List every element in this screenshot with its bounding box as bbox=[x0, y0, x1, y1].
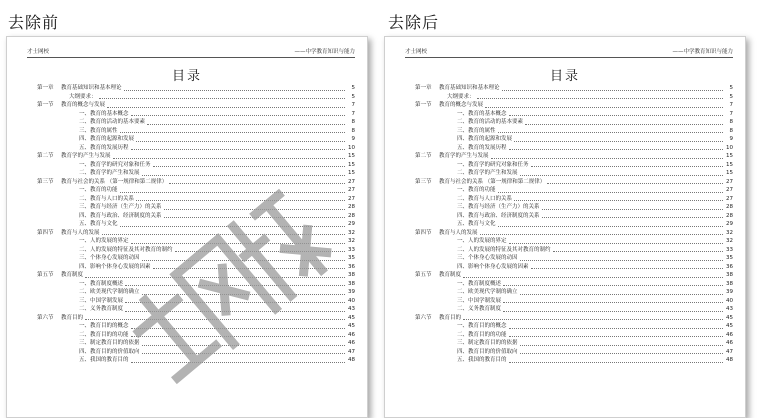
toc-entry-page: 9 bbox=[729, 136, 733, 142]
toc-entry bbox=[415, 135, 733, 144]
toc-entry bbox=[415, 84, 733, 93]
toc-entry-page: 47 bbox=[348, 348, 355, 355]
toc-entry-text: 三、教育与经济（生产力）的关系 bbox=[79, 204, 162, 210]
toc-entry bbox=[37, 297, 355, 306]
toc-entry-page: 40 bbox=[726, 297, 733, 304]
toc-entry-text: 三、制定教育目的的依据 bbox=[457, 340, 518, 346]
toc-leader-dots bbox=[175, 250, 345, 252]
toc-entry-number: 第三节 bbox=[37, 178, 54, 185]
toc-entry-page: 5 bbox=[729, 93, 733, 100]
toc-entry bbox=[415, 229, 733, 238]
toc-leader-dots bbox=[125, 284, 345, 286]
toc-entry-page: 32 bbox=[348, 229, 355, 236]
toc-entry-text: 二、教育与人口的关系 bbox=[79, 195, 135, 202]
toc-entry-text: 一、教育学的研究对象和任务 bbox=[79, 161, 151, 168]
toc-entry-text: 一、人的发展的界定 bbox=[457, 238, 507, 244]
toc-entry-text: 教育学的产生与发展 bbox=[61, 153, 111, 159]
toc-entry-page: 38 bbox=[726, 280, 733, 287]
toc-leader-dots bbox=[120, 225, 345, 227]
toc-entry bbox=[37, 339, 355, 348]
toc-entry-text: 三、个体身心发展的动因 bbox=[79, 255, 140, 261]
toc-entry bbox=[37, 144, 355, 153]
toc-leader-dots bbox=[514, 199, 723, 201]
toc-entry-text: 二、人的发展的特征及其对教育的制约 bbox=[457, 246, 551, 253]
toc-leader-dots bbox=[102, 233, 345, 235]
toc-leader-dots bbox=[520, 174, 723, 176]
toc-entry bbox=[37, 195, 355, 204]
toc-entry-page: 5 bbox=[351, 85, 355, 91]
toc-entry-text: 四、教育与政治、经济制度的关系 bbox=[457, 212, 540, 219]
toc-entry-text: 三、中国学制发展 bbox=[79, 297, 124, 304]
toc-leader-dots bbox=[107, 106, 345, 108]
toc-entry-text: 教育基础知识和基本理论 bbox=[439, 85, 500, 91]
toc-entry-text: 一、教育的功能 bbox=[457, 187, 496, 193]
toc-entry bbox=[37, 101, 355, 110]
toc-entry-number: 第一章 bbox=[37, 85, 54, 91]
toc-entry bbox=[415, 356, 733, 365]
toc-entry-page: 47 bbox=[726, 348, 733, 355]
toc-leader-dots bbox=[142, 344, 345, 346]
toc-entry-text: 二、教育与人口的关系 bbox=[457, 195, 513, 202]
toc-entry-text: 四、影响个体身心发展的因素 bbox=[79, 263, 151, 270]
toc-entry-page: 8 bbox=[351, 119, 355, 125]
toc-entry-text: 一、教育的基本概念 bbox=[79, 110, 129, 117]
toc-entry-page: 33 bbox=[726, 246, 733, 253]
toc-entry-text: 二、欧美现代学制的确立 bbox=[457, 289, 518, 295]
toc-leader-dots bbox=[520, 352, 723, 354]
toc-entry-page: 10 bbox=[348, 144, 355, 151]
toc-entry bbox=[415, 314, 733, 323]
toc-entry-page: 28 bbox=[348, 212, 355, 219]
toc-entry-text: 一、教育目的的概念 bbox=[79, 323, 129, 329]
toc-entry bbox=[415, 152, 733, 161]
toc-leader-dots bbox=[520, 293, 723, 295]
header-subject: ——中学教育知识与能力 bbox=[294, 49, 355, 55]
toc-leader-dots bbox=[509, 242, 723, 244]
toc-entry bbox=[37, 246, 355, 255]
toc-leader-dots bbox=[525, 123, 723, 125]
toc-entry bbox=[415, 127, 733, 136]
toc-entry-page: 48 bbox=[348, 357, 355, 363]
toc-entry-page: 15 bbox=[348, 170, 355, 176]
toc-entry-page: 32 bbox=[348, 238, 355, 244]
toc-entry-text: 教育的概念与发展 bbox=[439, 102, 484, 108]
document-page-after bbox=[384, 36, 746, 418]
toc-leader-dots bbox=[498, 191, 723, 193]
toc-entry-text: 二、教育目的的功能 bbox=[79, 331, 129, 338]
toc-entry bbox=[415, 246, 733, 255]
toc-entry-text: 教育基础知识和基本理论 bbox=[61, 85, 122, 91]
toc-leader-dots bbox=[99, 97, 345, 99]
toc-leader-dots bbox=[85, 318, 345, 320]
toc-entry-text: 教育与社会的关系 （第一规律和第二规律） bbox=[61, 178, 168, 185]
toc-entry-text: 大纲要求： bbox=[447, 93, 475, 100]
toc-entry bbox=[37, 169, 355, 178]
toc-leader-dots bbox=[509, 114, 723, 116]
toc-leader-dots bbox=[463, 318, 723, 320]
toc-entry bbox=[37, 84, 355, 93]
toc-leader-dots bbox=[153, 267, 345, 269]
toc-entry-text: 二、教育目的的功能 bbox=[457, 331, 507, 338]
toc-entry-page: 27 bbox=[348, 178, 355, 185]
toc-leader-dots bbox=[509, 335, 723, 337]
toc-entry-page: 8 bbox=[729, 119, 733, 125]
toc-entry bbox=[415, 220, 733, 229]
toc-leader-dots bbox=[531, 267, 723, 269]
toc-entry-text: 二、教育学的产生和发展 bbox=[79, 170, 140, 176]
toc-leader-dots bbox=[142, 174, 345, 176]
toc-leader-dots bbox=[120, 191, 345, 193]
toc-entry-number: 第二节 bbox=[37, 153, 54, 159]
toc-entry bbox=[415, 101, 733, 110]
toc-entry-page: 27 bbox=[348, 187, 355, 193]
toc-entry-text: 教育与人的发展 bbox=[61, 229, 100, 236]
toc-entry bbox=[415, 169, 733, 178]
toc-entry-page: 46 bbox=[726, 340, 733, 346]
toc-entry-page: 39 bbox=[348, 289, 355, 295]
toc-entry-text: 一、教育学的研究对象和任务 bbox=[457, 161, 529, 168]
toc-entry bbox=[415, 212, 733, 221]
toc-leader-dots bbox=[509, 327, 723, 329]
toc-leader-dots bbox=[503, 284, 723, 286]
toc-entry-page: 43 bbox=[348, 306, 355, 312]
toc-entry bbox=[415, 297, 733, 306]
toc-leader-dots bbox=[164, 216, 345, 218]
toc-entry bbox=[37, 127, 355, 136]
toc-leader-dots bbox=[477, 97, 723, 99]
toc-entry-text: 教育目的 bbox=[61, 314, 84, 321]
toc-leader-dots bbox=[503, 310, 723, 312]
toc-entry-page: 8 bbox=[729, 127, 733, 134]
toc-entry-text: 三、个体身心发展的动因 bbox=[457, 255, 518, 261]
toc-entry bbox=[415, 305, 733, 314]
toc-entry-number: 第五节 bbox=[37, 272, 54, 278]
toc-leader-dots bbox=[498, 225, 723, 227]
toc-leader-dots bbox=[142, 293, 345, 295]
toc-list bbox=[415, 84, 733, 365]
toc-entry-text: 一、教育制度概述 bbox=[79, 280, 124, 287]
toc-entry-text: 二、教育的活动的基本要素 bbox=[79, 119, 146, 125]
toc-leader-dots bbox=[136, 140, 345, 142]
toc-entry bbox=[415, 280, 733, 289]
toc-entry-text: 五、教育的发展历程 bbox=[457, 144, 507, 151]
toc-entry-text: 三、制定教育目的的依据 bbox=[79, 340, 140, 346]
toc-entry-page: 5 bbox=[351, 93, 355, 100]
toc-entry-number: 第一节 bbox=[415, 102, 432, 108]
toc-entry-page: 8 bbox=[351, 127, 355, 134]
toc-entry bbox=[415, 195, 733, 204]
toc-leader-dots bbox=[131, 148, 345, 150]
toc-entry bbox=[37, 237, 355, 246]
toc-leader-dots bbox=[514, 140, 723, 142]
toc-entry-page: 28 bbox=[726, 204, 733, 210]
toc-leader-dots bbox=[124, 89, 345, 91]
toc-entry bbox=[37, 220, 355, 229]
toc-entry-page: 15 bbox=[726, 170, 733, 176]
toc-leader-dots bbox=[485, 106, 723, 108]
toc-entry-page: 27 bbox=[348, 195, 355, 202]
header-school-name: 才士网校 bbox=[27, 49, 50, 55]
toc-leader-dots bbox=[142, 352, 345, 354]
toc-entry-number: 第四节 bbox=[415, 229, 432, 236]
toc-entry bbox=[37, 229, 355, 238]
toc-entry-number: 第一节 bbox=[37, 102, 54, 108]
toc-entry-page: 15 bbox=[726, 161, 733, 168]
toc-entry-text: 二、义务教育制度 bbox=[457, 306, 502, 312]
toc-entry-page: 45 bbox=[348, 323, 355, 329]
toc-entry-page: 33 bbox=[348, 246, 355, 253]
toc-entry-text: 三、中国学制发展 bbox=[457, 297, 502, 304]
toc-entry bbox=[37, 178, 355, 187]
toc-entry-page: 35 bbox=[348, 255, 355, 261]
toc-entry bbox=[415, 118, 733, 127]
toc-entry-number: 第二节 bbox=[415, 153, 432, 159]
toc-entry-text: 二、教育学的产生和发展 bbox=[457, 170, 518, 176]
toc-entry-text: 一、人的发展的界定 bbox=[79, 238, 129, 244]
toc-entry bbox=[37, 348, 355, 357]
toc-entry bbox=[415, 237, 733, 246]
toc-leader-dots bbox=[136, 199, 345, 201]
toc-entry-page: 9 bbox=[351, 136, 355, 142]
toc-entry bbox=[37, 280, 355, 289]
toc-entry bbox=[37, 356, 355, 365]
toc-leader-dots bbox=[169, 182, 345, 184]
toc-entry bbox=[37, 110, 355, 119]
toc-entry-page: 7 bbox=[351, 102, 355, 108]
toc-entry-page: 46 bbox=[348, 331, 355, 338]
toc-entry-page: 29 bbox=[348, 221, 355, 227]
toc-entry-number: 第六节 bbox=[415, 314, 432, 321]
toc-entry-page: 46 bbox=[726, 331, 733, 338]
before-label: 去除前 bbox=[8, 13, 60, 32]
toc-entry-page: 7 bbox=[351, 110, 355, 117]
toc-entry-page: 28 bbox=[726, 212, 733, 219]
toc-entry-page: 38 bbox=[348, 280, 355, 287]
toc-entry-number: 第一章 bbox=[415, 85, 432, 91]
toc-leader-dots bbox=[553, 250, 723, 252]
toc-leader-dots bbox=[131, 335, 345, 337]
toc-entry-text: 三、教育的属性 bbox=[457, 127, 496, 134]
toc-entry bbox=[415, 271, 733, 280]
toc-leader-dots bbox=[498, 131, 723, 133]
toc-entry-text: 四、教育目的的价值取向 bbox=[457, 348, 518, 355]
toc-entry-number: 第五节 bbox=[415, 272, 432, 278]
toc-entry-text: 二、教育的活动的基本要素 bbox=[457, 119, 524, 125]
toc-entry-page: 45 bbox=[726, 323, 733, 329]
toc-leader-dots bbox=[502, 89, 723, 91]
toc-entry-number: 第四节 bbox=[37, 229, 54, 236]
toc-entry bbox=[37, 271, 355, 280]
toc-entry bbox=[415, 110, 733, 119]
toc-entry-text: 五、我国的教育目的 bbox=[457, 357, 507, 363]
toc-entry-page: 29 bbox=[726, 221, 733, 227]
toc-entry-text: 二、义务教育制度 bbox=[79, 306, 124, 312]
toc-entry-text: 三、教育与经济（生产力）的关系 bbox=[457, 204, 540, 210]
toc-leader-dots bbox=[85, 276, 345, 278]
toc-leader-dots bbox=[131, 327, 345, 329]
toc-entry bbox=[37, 254, 355, 263]
toc-leader-dots bbox=[125, 310, 345, 312]
toc-entry-text: 五、教育的发展历程 bbox=[79, 144, 129, 151]
toc-title: 目录 bbox=[171, 69, 202, 84]
toc-entry-page: 36 bbox=[348, 263, 355, 270]
toc-entry-text: 五、教育与文化 bbox=[79, 221, 118, 227]
toc-entry-page: 46 bbox=[348, 340, 355, 346]
toc-leader-dots bbox=[164, 208, 345, 210]
toc-entry-page: 27 bbox=[726, 195, 733, 202]
toc-leader-dots bbox=[542, 208, 723, 210]
toc-entry bbox=[415, 161, 733, 170]
toc-entry bbox=[37, 186, 355, 195]
toc-entry bbox=[37, 322, 355, 331]
toc-leader-dots bbox=[520, 344, 723, 346]
toc-entry-text: 教育目的 bbox=[439, 314, 462, 321]
toc-leader-dots bbox=[520, 259, 723, 261]
toc-entry bbox=[37, 152, 355, 161]
toc-entry-page: 28 bbox=[348, 204, 355, 210]
toc-entry-text: 二、欧美现代学制的确立 bbox=[79, 289, 140, 295]
toc-entry-number: 第六节 bbox=[37, 314, 54, 321]
toc-entry-text: 一、教育的基本概念 bbox=[457, 110, 507, 117]
toc-entry bbox=[415, 254, 733, 263]
after-label: 去除后 bbox=[388, 13, 440, 32]
toc-entry-text: 二、人的发展的特征及其对教育的制约 bbox=[79, 246, 173, 253]
toc-entry bbox=[415, 331, 733, 340]
toc-entry-text: 教育制度 bbox=[61, 272, 84, 278]
toc-entry-text: 教育与社会的关系 （第一规律和第二规律） bbox=[439, 178, 546, 185]
toc-entry bbox=[415, 203, 733, 212]
toc-entry-page: 27 bbox=[726, 178, 733, 185]
toc-leader-dots bbox=[153, 165, 345, 167]
header-subject: ——中学教育知识与能力 bbox=[672, 49, 733, 55]
toc-entry-text: 大纲要求： bbox=[69, 93, 97, 100]
toc-entry-page: 43 bbox=[726, 306, 733, 312]
toc-entry-text: 教育制度 bbox=[439, 272, 462, 278]
toc-entry bbox=[37, 161, 355, 170]
toc-entry-text: 教育的概念与发展 bbox=[61, 102, 106, 108]
toc-leader-dots bbox=[113, 157, 345, 159]
toc-entry bbox=[415, 322, 733, 331]
toc-leader-dots bbox=[509, 361, 723, 363]
toc-entry-text: 五、我国的教育目的 bbox=[79, 357, 129, 363]
toc-entry-page: 32 bbox=[726, 229, 733, 236]
toc-leader-dots bbox=[120, 131, 345, 133]
toc-entry-page: 48 bbox=[726, 357, 733, 363]
toc-entry bbox=[415, 144, 733, 153]
toc-entry-page: 38 bbox=[726, 272, 733, 278]
toc-entry bbox=[37, 331, 355, 340]
toc-entry-text: 教育与人的发展 bbox=[439, 229, 478, 236]
toc-entry bbox=[37, 212, 355, 221]
toc-entry bbox=[37, 288, 355, 297]
toc-entry bbox=[37, 314, 355, 323]
toc-leader-dots bbox=[531, 165, 723, 167]
toc-entry-text: 四、教育的起源和发展 bbox=[457, 136, 513, 142]
toc-entry-page: 10 bbox=[726, 144, 733, 151]
toc-entry-text: 教育学的产生与发展 bbox=[439, 153, 489, 159]
toc-entry-text: 五、教育与文化 bbox=[457, 221, 496, 227]
toc-leader-dots bbox=[131, 114, 345, 116]
toc-entry-page: 15 bbox=[348, 161, 355, 168]
toc-entry-page: 40 bbox=[348, 297, 355, 304]
page-header bbox=[405, 45, 733, 58]
toc-entry bbox=[37, 203, 355, 212]
toc-entry bbox=[37, 93, 355, 102]
toc-entry-page: 7 bbox=[729, 102, 733, 108]
toc-entry-page: 7 bbox=[729, 110, 733, 117]
page-header bbox=[27, 45, 355, 58]
header-school-name: 才士网校 bbox=[405, 49, 428, 55]
toc-entry-page: 35 bbox=[726, 255, 733, 261]
toc-entry-page: 32 bbox=[726, 238, 733, 244]
toc-entry-text: 四、影响个体身心发展的因素 bbox=[457, 263, 529, 270]
toc-entry bbox=[37, 305, 355, 314]
toc-entry bbox=[415, 348, 733, 357]
toc-leader-dots bbox=[547, 182, 723, 184]
toc-entry-page: 45 bbox=[726, 314, 733, 321]
toc-entry bbox=[415, 263, 733, 272]
toc-entry-page: 36 bbox=[726, 263, 733, 270]
document-page-before bbox=[6, 36, 368, 418]
toc-entry bbox=[415, 186, 733, 195]
toc-entry bbox=[415, 178, 733, 187]
toc-title: 目录 bbox=[549, 69, 580, 84]
toc-leader-dots bbox=[463, 276, 723, 278]
toc-leader-dots bbox=[503, 301, 723, 303]
toc-leader-dots bbox=[542, 216, 723, 218]
toc-entry bbox=[37, 118, 355, 127]
toc-entry-text: 四、教育目的的价值取向 bbox=[79, 348, 140, 355]
toc-entry-number: 第三节 bbox=[415, 178, 432, 185]
toc-entry bbox=[37, 263, 355, 272]
toc-entry-text: 一、教育制度概述 bbox=[457, 280, 502, 287]
toc-entry bbox=[37, 135, 355, 144]
toc-entry-text: 一、教育目的的概念 bbox=[457, 323, 507, 329]
toc-list bbox=[37, 84, 355, 365]
toc-leader-dots bbox=[509, 148, 723, 150]
toc-entry-page: 5 bbox=[729, 85, 733, 91]
toc-entry-text: 四、教育的起源和发展 bbox=[79, 136, 135, 142]
toc-leader-dots bbox=[491, 157, 723, 159]
toc-leader-dots bbox=[125, 301, 345, 303]
toc-entry-page: 27 bbox=[726, 187, 733, 193]
toc-entry-page: 39 bbox=[726, 289, 733, 295]
toc-entry-text: 三、教育的属性 bbox=[79, 127, 118, 134]
toc-entry-page: 38 bbox=[348, 272, 355, 278]
toc-entry bbox=[415, 339, 733, 348]
toc-leader-dots bbox=[142, 259, 345, 261]
toc-entry-text: 四、教育与政治、经济制度的关系 bbox=[79, 212, 162, 219]
toc-leader-dots bbox=[131, 361, 345, 363]
toc-entry bbox=[415, 288, 733, 297]
toc-entry-page: 45 bbox=[348, 314, 355, 321]
toc-entry-page: 15 bbox=[726, 153, 733, 159]
toc-leader-dots bbox=[147, 123, 345, 125]
toc-entry-page: 15 bbox=[348, 153, 355, 159]
toc-entry bbox=[415, 93, 733, 102]
toc-entry-text: 一、教育的功能 bbox=[79, 187, 118, 193]
toc-leader-dots bbox=[131, 242, 345, 244]
toc-leader-dots bbox=[480, 233, 723, 235]
